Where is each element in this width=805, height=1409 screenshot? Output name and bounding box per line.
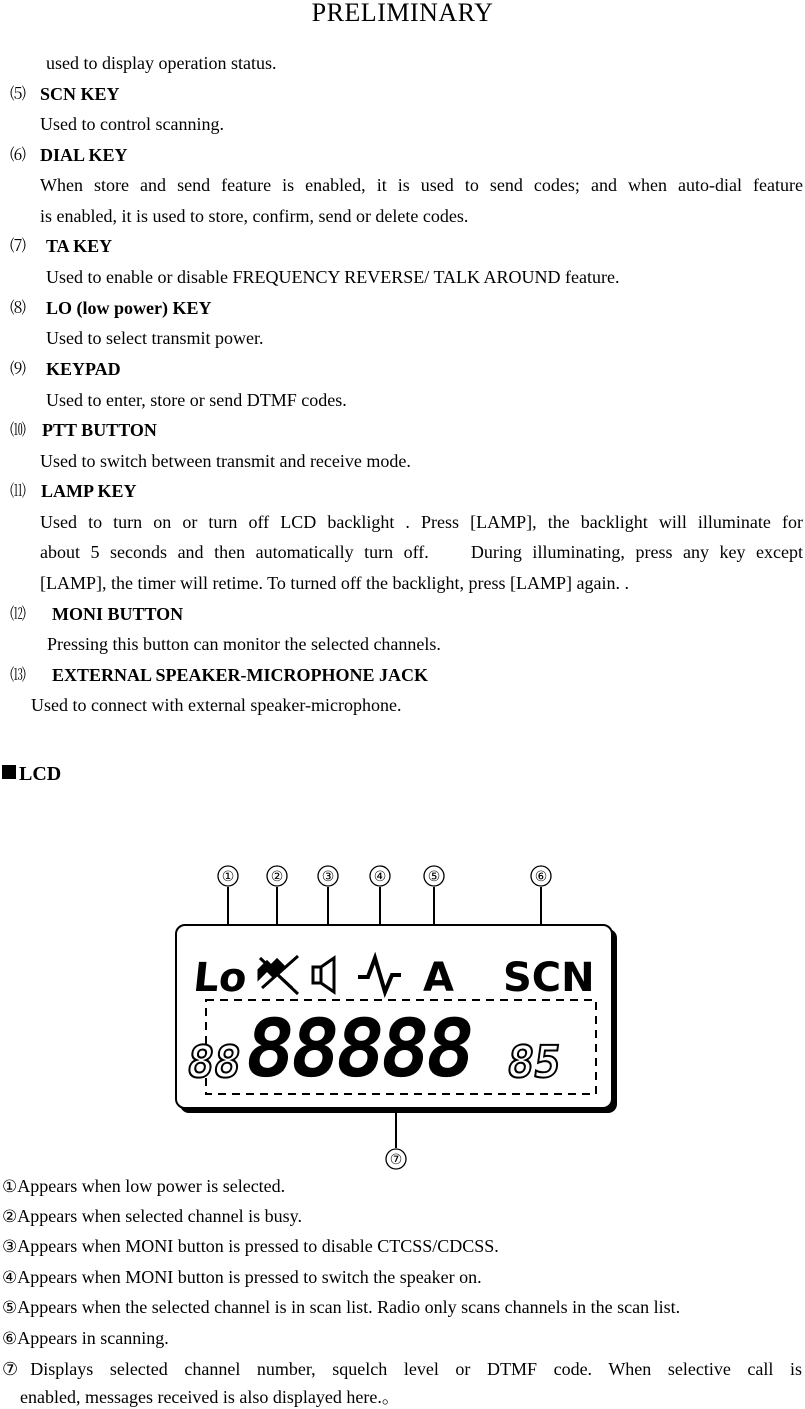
- legend-text-continued: enabled, messages received is also displayed here.。: [20, 1387, 400, 1407]
- callout-6-label: ⑥: [534, 869, 548, 885]
- lcd-diagram: [0, 860, 805, 1170]
- legend-text: Appears when the selected channel is in scan list. Radio only scans channels in the scan list.: [17, 1297, 681, 1317]
- item-desc: Used to turn on or turn off LCD backlight . Press [LAMP], the backlight will illuminate for: [40, 512, 803, 532]
- callout-3: [318, 866, 338, 886]
- callout-6: [531, 866, 551, 886]
- item-desc: Used to enable or disable FREQUENCY REVERSE/ TALK AROUND feature.: [46, 267, 620, 287]
- callout-7-label: ⑦: [389, 1152, 403, 1168]
- callout-2: [267, 866, 287, 886]
- item-number: ⑼: [10, 359, 27, 378]
- callout-3-label: ③: [321, 869, 335, 885]
- item-number: ⑾: [10, 481, 27, 500]
- item-desc: is enabled, it is used to store, confirm, send or delete codes.: [40, 206, 469, 226]
- callout-4-label: ④: [373, 869, 387, 885]
- legend-item: [2, 1327, 169, 1350]
- legend-number: ⑤: [2, 1298, 18, 1318]
- item-title: TA KEY: [46, 236, 113, 256]
- callout-5-label: ⑤: [427, 869, 441, 885]
- legend-item: [2, 1296, 680, 1319]
- callout-2-label: ②: [270, 869, 284, 885]
- item-number: ⑻: [10, 298, 27, 317]
- callout-1-label: ①: [221, 869, 235, 885]
- item-desc: about 5 seconds and then automatically turn off. During illuminating, press any key except: [40, 542, 803, 562]
- item-title: LO (low power) KEY: [46, 298, 212, 318]
- item-desc: Pressing this button can monitor the selected channels.: [47, 634, 441, 654]
- item-title: LAMP KEY: [41, 481, 137, 501]
- item-title: KEYPAD: [46, 359, 121, 379]
- item-desc: Used to enter, store or send DTMF codes.: [46, 390, 347, 410]
- legend-number: ①: [2, 1177, 18, 1197]
- square-bullet-icon: [2, 765, 16, 779]
- legend-text: Appears when MONI button is pressed to switch the speaker on.: [17, 1267, 482, 1287]
- item-number: ⑹: [10, 145, 27, 164]
- item-desc: When store and send feature is enabled, it is used to send codes; and when auto-dial feature: [40, 175, 803, 195]
- legend-item: [2, 1235, 499, 1258]
- scan-indicator: SCN: [503, 955, 595, 1001]
- scan-list-indicator: A: [423, 955, 454, 1001]
- item-desc: [LAMP], the timer will retime. To turned off the backlight, press [LAMP] again. .: [40, 573, 629, 593]
- intro-text: used to display operation status.: [46, 53, 277, 73]
- item-desc: Used to control scanning.: [40, 114, 224, 134]
- main-digits: 88888: [238, 1001, 473, 1095]
- callout-4: [370, 866, 390, 886]
- callout-5: [424, 866, 444, 886]
- legend-item: [2, 1358, 802, 1380]
- section-heading: [2, 762, 61, 786]
- callout-1: [218, 866, 238, 886]
- legend-text: Appears when low power is selected.: [17, 1176, 286, 1196]
- legend-text: Appears in scanning.: [17, 1328, 169, 1348]
- item-title: MONI BUTTON: [52, 604, 184, 624]
- item-number: ⑽: [10, 420, 27, 439]
- item-title: EXTERNAL SPEAKER-MICROPHONE JACK: [52, 665, 429, 685]
- item-number: ⒀: [10, 665, 27, 684]
- legend-number: ⑥: [2, 1329, 18, 1349]
- item-title: PTT BUTTON: [42, 420, 157, 440]
- legend-number: ④: [2, 1268, 18, 1288]
- item-desc: Used to select transmit power.: [46, 328, 264, 348]
- legend-number: ③: [2, 1237, 18, 1257]
- item-number: ⑸: [10, 84, 27, 103]
- callout-7: [386, 1149, 406, 1169]
- item-desc: Used to connect with external speaker-microphone.: [31, 695, 402, 715]
- legend-item: [2, 1175, 285, 1198]
- legend-item: [2, 1205, 302, 1228]
- lo-indicator: Lo: [191, 955, 249, 1001]
- legend-text: Appears when selected channel is busy.: [17, 1206, 302, 1226]
- page-header: PRELIMINARY: [311, 0, 494, 27]
- legend-text: Appears when MONI button is pressed to disable CTCSS/CDCSS.: [17, 1236, 499, 1256]
- item-title: SCN KEY: [40, 84, 120, 104]
- item-number: ⑿: [10, 604, 27, 623]
- legend-item: [2, 1266, 482, 1289]
- item-desc: Used to switch between transmit and receive mode.: [40, 451, 411, 471]
- item-title: DIAL KEY: [40, 145, 128, 165]
- legend-text: Displays selected channel number, squelch level or DTMF code. When selective call is: [30, 1359, 803, 1379]
- small-digits-left: 88: [183, 1037, 245, 1088]
- legend-number: ⑦: [2, 1359, 31, 1379]
- section-title: LCD: [19, 763, 62, 785]
- legend-number: ②: [2, 1207, 18, 1227]
- item-number: ⑺: [10, 236, 27, 255]
- small-digits-right: 85: [503, 1037, 565, 1088]
